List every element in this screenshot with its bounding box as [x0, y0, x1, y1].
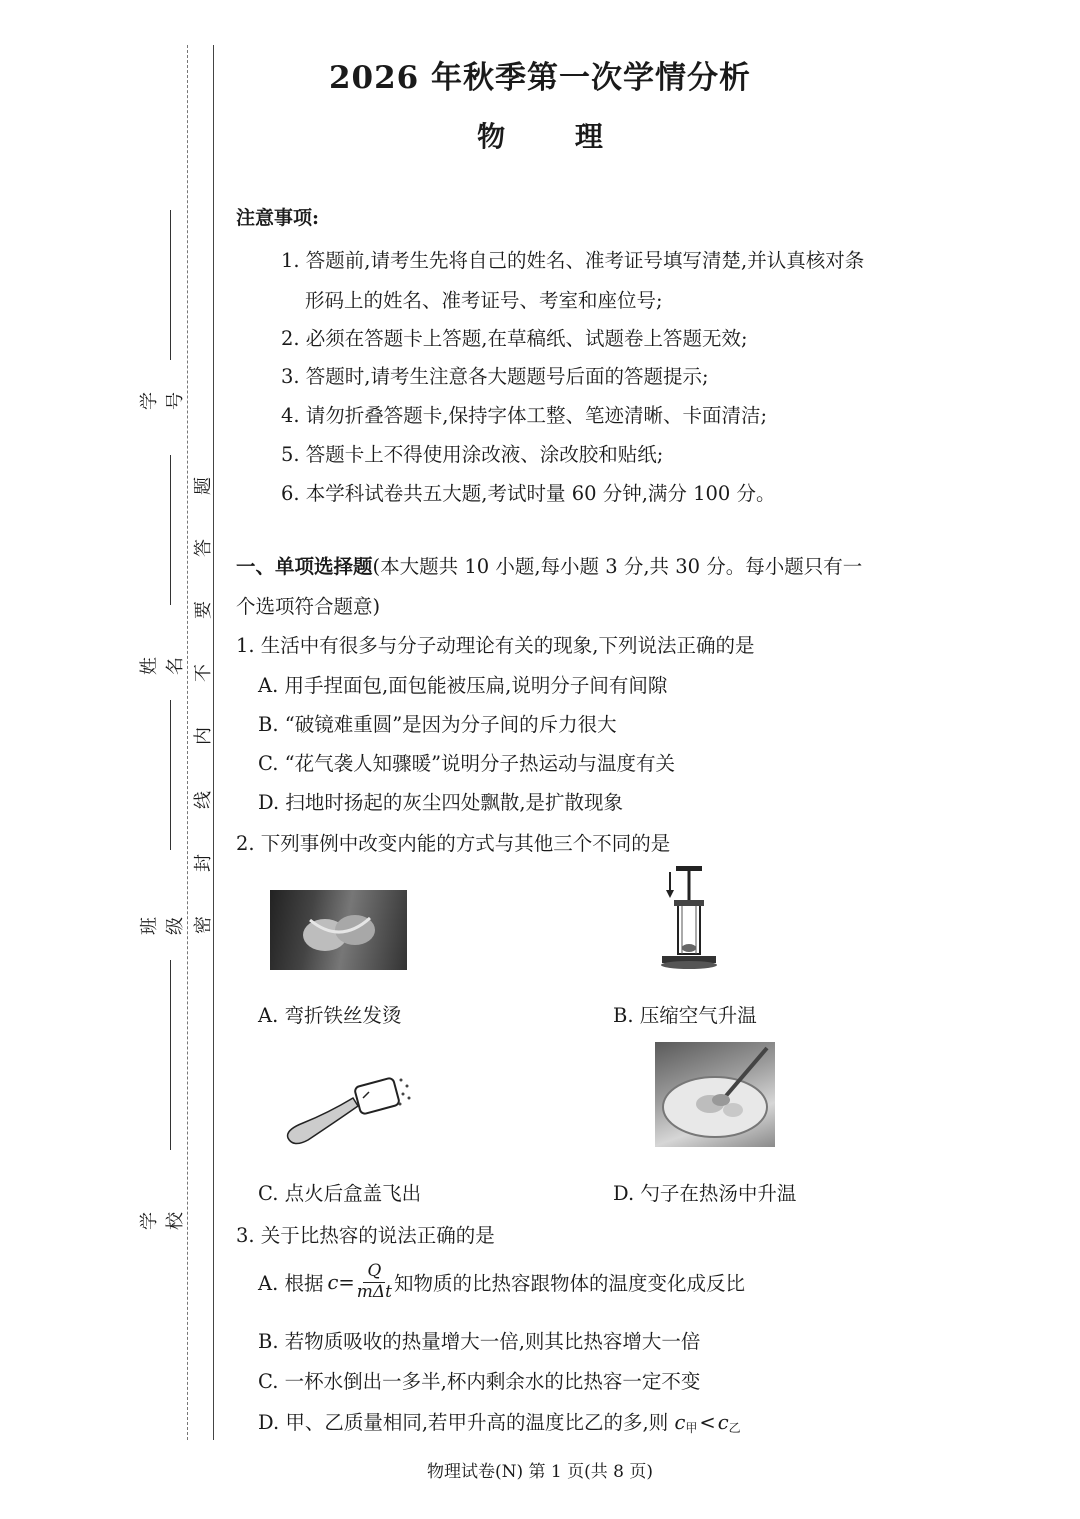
option-prefix: A. 根据	[258, 1272, 324, 1296]
spoon-in-soup-photo	[655, 1042, 775, 1147]
option-text: 知物质的比热容跟物体的温度变化成反比	[393, 1272, 745, 1296]
field-label-name: 姓 名	[139, 657, 186, 675]
margin-char: 不	[193, 664, 214, 682]
margin-char: 密	[193, 916, 214, 934]
exam-title: 2026 年秋季第一次学情分析	[328, 60, 752, 96]
notice-item: 3. 答题时,请考生注意各大题题号后面的答题提示;	[281, 365, 709, 388]
ignition-box-drawing	[283, 1068, 418, 1153]
formula-fraction	[357, 1262, 392, 1302]
answer-option: D. 扫地时扬起的灰尘四处飘散,是扩散现象	[258, 791, 624, 814]
margin-char: 封	[193, 854, 214, 872]
margin-char: 要	[193, 601, 214, 619]
margin-char: 线	[193, 791, 214, 809]
question-stem: 1. 生活中有很多与分子动理论有关的现象,下列说法正确的是	[236, 634, 755, 657]
subscript-yi: 乙	[728, 1421, 741, 1435]
answer-option: B. “破镜难重圆”是因为分子间的斥力很大	[258, 713, 617, 736]
field-label-school: 学 校	[139, 1212, 186, 1230]
notice-item: 1. 答题前,请考生先将自己的姓名、准考证号填写清楚,并认真核对条	[281, 249, 865, 272]
notice-item: 6. 本学科试卷共五大题,考试时量 60 分钟,满分 100 分。	[281, 482, 776, 505]
margin-char: 题	[193, 477, 214, 495]
subscript-jia: 甲	[685, 1421, 698, 1435]
air-compression-apparatus-drawing	[650, 862, 725, 972]
less-than: <	[699, 1411, 716, 1434]
section-description: (本大题共 10 小题,每小题 3 分,共 30 分。每小题只有一	[372, 555, 863, 578]
formula-denominator: mΔt	[356, 1281, 392, 1302]
section-heading	[236, 551, 862, 579]
dashed-binding-line	[187, 45, 188, 1440]
option-text: D. 甲、乙质量相同,若甲升高的温度比乙的多,则	[258, 1411, 675, 1434]
bending-wire-photo	[270, 890, 407, 970]
section-title: 一、单项选择题	[236, 555, 373, 578]
student-id-line[interactable]	[170, 210, 171, 360]
answer-option: B. 压缩空气升温	[613, 1004, 757, 1027]
notice-heading: 注意事项:	[236, 207, 320, 229]
answer-option: C. 一杯水倒出一多半,杯内剩余水的比热容一定不变	[258, 1370, 701, 1393]
notice-item-continuation: 形码上的姓名、准考证号、考室和座位号;	[305, 289, 663, 312]
answer-option: C. “花气袭人知骤暖”说明分子热运动与温度有关	[258, 752, 676, 775]
field-label-class: 班 级	[139, 917, 186, 935]
question-stem: 3. 关于比热容的说法正确的是	[236, 1224, 495, 1247]
answer-option: A. 弯折铁丝发烫	[258, 1004, 402, 1027]
answer-option	[258, 1407, 741, 1436]
symbol-c: c	[674, 1411, 686, 1434]
question-stem: 2. 下列事例中改变内能的方式与其他三个不同的是	[236, 832, 671, 855]
answer-option: D. 勺子在热汤中升温	[613, 1182, 797, 1205]
formula-numerator: Q	[363, 1262, 385, 1283]
margin-char: 内	[193, 727, 214, 745]
symbol-c: c	[717, 1411, 729, 1434]
exam-subject: 物 理	[477, 120, 633, 153]
name-line[interactable]	[170, 455, 171, 605]
class-line[interactable]	[170, 700, 171, 850]
notice-item: 2. 必须在答题卡上答题,在草稿纸、试题卷上答题无效;	[281, 327, 748, 350]
answer-option: A. 用手捏面包,面包能被压扁,说明分子间有间隙	[258, 674, 668, 697]
section-description-continuation: 个选项符合题意)	[236, 595, 381, 618]
page-footer: 物理试卷(N) 第 1 页(共 8 页)	[426, 1462, 654, 1482]
school-line[interactable]	[170, 960, 171, 1150]
answer-option	[258, 1262, 745, 1302]
formula-c: c	[327, 1270, 339, 1294]
field-label-student-id: 学 号	[139, 392, 186, 410]
notice-item: 5. 答题卡上不得使用涂改液、涂改胶和贴纸;	[281, 443, 664, 466]
formula-equals: =	[338, 1270, 355, 1294]
answer-option: C. 点火后盒盖飞出	[258, 1182, 422, 1205]
answer-option: B. 若物质吸收的热量增大一倍,则其比热容增大一倍	[258, 1330, 701, 1353]
margin-char: 答	[193, 539, 214, 557]
notice-item: 4. 请勿折叠答题卡,保持字体工整、笔迹清晰、卡面清洁;	[281, 404, 768, 427]
